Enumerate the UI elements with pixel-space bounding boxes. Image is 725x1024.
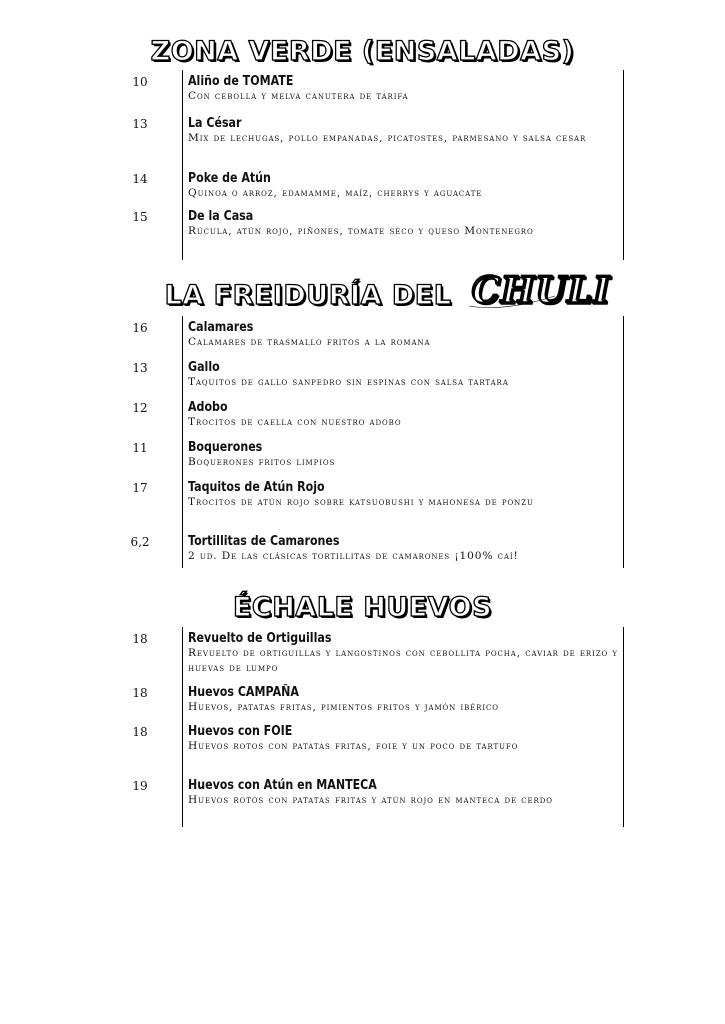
item-description: Calamares de trasmallo fritos a la romana <box>188 336 431 348</box>
divider-right <box>623 627 624 827</box>
item-name: Poke de Atún <box>188 171 271 186</box>
item-description: Trocitos de caella con nuestro adobo <box>188 416 402 428</box>
item-description: Revuelto de ortiguillas y langostinos con cebollita pocha, caviar de erizo y huevas de lumpo <box>188 647 618 674</box>
menu-block-huevos <box>0 627 725 827</box>
divider-right <box>623 316 624 568</box>
item-price: 13 <box>132 117 148 131</box>
item-name: Huevos CAMPAÑA <box>188 685 299 700</box>
item-description: Huevos, patatas fritas, pimientos fritos y jamón ibérico <box>188 701 499 713</box>
item-name: Adobo <box>188 400 228 415</box>
item-price: 12 <box>132 401 148 415</box>
item-name: De la Casa <box>188 209 254 224</box>
item-description: 2 ud. De las clásicas tortillitas de camarones ¡100% caí! <box>188 550 519 562</box>
item-description: Taquitos de gallo sanpedro sin espinas con salsa tartara <box>188 376 509 388</box>
item-name: Boquerones <box>188 440 263 455</box>
section-title-huevos: ÉCHALE HUEVOS <box>232 592 493 623</box>
item-price: 17 <box>132 481 148 495</box>
item-description: Trocitos de atún rojo sobre katsuobushi y mahonesa de ponzu <box>188 496 534 508</box>
item-name: La César <box>188 116 242 131</box>
item-price: 16 <box>132 321 148 335</box>
item-description: Rúcula, atún rojo, piñones, tomate seco y queso Montenegro <box>188 225 534 237</box>
item-price: 18 <box>132 632 148 646</box>
item-description: Huevos rotos con patatas fritas, foie y un poco de tartufo <box>188 740 519 752</box>
menu-block-freiduria <box>0 316 725 568</box>
item-price: 6,2 <box>130 535 150 549</box>
divider-right <box>623 70 624 260</box>
item-name: Tortillitas de Camarones <box>188 534 340 549</box>
item-name: Calamares <box>188 320 254 335</box>
item-price: 13 <box>132 361 148 375</box>
item-description: Quinoa o arroz, edamamme, maíz, cherrys y aguacate <box>188 187 483 199</box>
item-description: Boquerones fritos limpios <box>188 456 336 468</box>
item-price: 10 <box>132 75 148 89</box>
item-price: 19 <box>132 779 148 793</box>
section-title-ensaladas: ZONA VERDE (ENSALADAS) <box>150 36 575 67</box>
item-description: Con cebolla y melva canutera de tarifa <box>188 90 409 102</box>
item-name: Revuelto de Ortiguillas <box>188 631 332 646</box>
item-price: 18 <box>132 686 148 700</box>
divider-left <box>182 316 183 568</box>
menu-block-ensaladas <box>0 70 725 260</box>
section-title-freiduria: LA FREIDURÍA DEL CHULI <box>0 272 725 318</box>
item-description: Mix de lechugas, pollo empanadas, picatostes, parmesano y salsa cesar <box>188 132 587 144</box>
svg-text:Chuli: Chuli <box>471 269 611 311</box>
item-price: 11 <box>132 441 148 455</box>
item-name: Huevos con FOIE <box>188 724 293 739</box>
item-name: Gallo <box>188 360 220 375</box>
divider-left <box>182 70 183 260</box>
item-description: Huevos rotos con patatas fritas y atún rojo en manteca de cerdo <box>188 794 553 806</box>
divider-left <box>182 627 183 827</box>
item-price: 14 <box>132 172 148 186</box>
item-name: Taquitos de Atún Rojo <box>188 480 325 495</box>
chuli-logo-icon <box>465 266 611 312</box>
item-name: Aliño de TOMATE <box>188 74 294 89</box>
item-price: 15 <box>132 210 148 224</box>
item-price: 18 <box>132 725 148 739</box>
item-name: Huevos con Atún en MANTECA <box>188 778 377 793</box>
